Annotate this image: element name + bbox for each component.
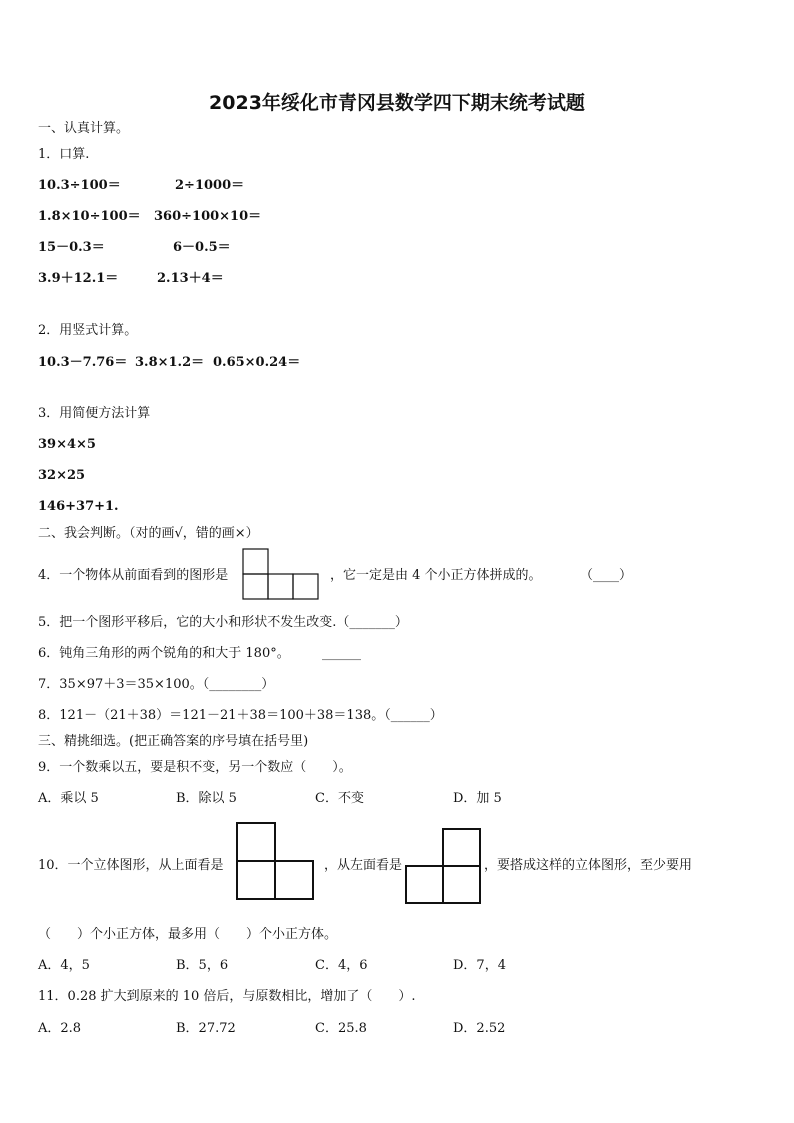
q10-option-d[interactable]: D．7，4 bbox=[453, 958, 506, 973]
q9-option-d[interactable]: D．加 5 bbox=[453, 791, 502, 806]
top-view-figure bbox=[235, 821, 317, 903]
q9-text: 9．一个数乘以五，要是积不变，另一个数应（ ）。 bbox=[38, 760, 352, 775]
q9-option-b[interactable]: B．除以 5 bbox=[176, 791, 237, 806]
q5-text: 5．把一个图形平移后，它的大小和形状不发生改变.（_______） bbox=[38, 615, 408, 630]
q2-item: 3.8×1.2＝ bbox=[135, 355, 205, 370]
q11-text: 11．0.28 扩大到原来的 10 倍后，与原数相比，增加了（ ）. bbox=[38, 989, 416, 1004]
q1-item: 1.8×10÷100＝ bbox=[38, 209, 141, 224]
q1-item: 2÷1000＝ bbox=[175, 178, 245, 193]
q10-option-a[interactable]: A．4，5 bbox=[38, 958, 90, 973]
q8-text: 8．121－（21＋38）＝121－21＋38＝100＋38＝138。（______） bbox=[38, 708, 443, 723]
figure-square bbox=[443, 866, 480, 903]
q3-item: 146+37+1. bbox=[38, 499, 119, 514]
q1-item: 3.9＋12.1＝ bbox=[38, 271, 119, 286]
q10-text: 10．一个立体图形，从上面看是 bbox=[38, 858, 224, 873]
q1-item: 2.13＋4＝ bbox=[157, 271, 224, 286]
q3-item: 39×4×5 bbox=[38, 437, 96, 452]
q4-text: 4．一个物体从前面看到的图形是 bbox=[38, 568, 229, 583]
q10-option-c[interactable]: C．4，6 bbox=[315, 958, 368, 973]
section2-heading: 二、我会判断。（对的画√，错的画×） bbox=[38, 526, 259, 541]
page-title: 2023年绥化市青冈县数学四下期末统考试题 bbox=[209, 92, 585, 114]
figure-square bbox=[275, 861, 313, 899]
figure-square bbox=[243, 549, 268, 574]
q4-answer-blank[interactable]: （____） bbox=[580, 568, 633, 583]
q10-text-line2: （ ）个小正方体，最多用（ ）个小正方体。 bbox=[38, 927, 338, 942]
figure-square bbox=[443, 829, 480, 866]
q2-item: 0.65×0.24＝ bbox=[213, 355, 301, 370]
q11-option-c[interactable]: C．25.8 bbox=[315, 1021, 367, 1036]
q2-label: 2．用竖式计算。 bbox=[38, 323, 138, 338]
q3-item: 32×25 bbox=[38, 468, 86, 483]
q1-item: 360÷100×10＝ bbox=[154, 209, 262, 224]
figure-square bbox=[268, 574, 293, 599]
figure-square bbox=[243, 574, 268, 599]
left-view-figure bbox=[405, 827, 485, 905]
q7-text: 7．35×97＋3＝35×100。（________） bbox=[38, 677, 275, 692]
q4-text-after: ，它一定是由 4 个小正方体拼成的。 bbox=[330, 568, 542, 583]
q9-option-a[interactable]: A．乘以 5 bbox=[38, 791, 99, 806]
q2-item: 10.3－7.76＝ bbox=[38, 355, 128, 370]
q9-option-c[interactable]: C．不变 bbox=[315, 791, 364, 806]
q10-text-mid: ，从左面看是 bbox=[324, 858, 403, 873]
q3-label: 3．用简便方法计算 bbox=[38, 406, 151, 421]
front-view-figure bbox=[242, 548, 322, 602]
q1-label: 1．口算. bbox=[38, 147, 90, 162]
section1-heading: 一、认真计算。 bbox=[38, 121, 130, 136]
figure-square bbox=[406, 866, 443, 903]
q1-item: 6－0.5＝ bbox=[173, 240, 231, 255]
q10-option-b[interactable]: B．5，6 bbox=[176, 958, 229, 973]
figure-square bbox=[293, 574, 318, 599]
figure-square bbox=[237, 823, 275, 861]
q1-item: 15－0.3＝ bbox=[38, 240, 105, 255]
q11-option-d[interactable]: D．2.52 bbox=[453, 1021, 506, 1036]
q11-option-a[interactable]: A．2.8 bbox=[38, 1021, 82, 1036]
q1-item: 10.3÷100＝ bbox=[38, 178, 121, 193]
q6-answer-blank[interactable]: ______ bbox=[322, 646, 361, 661]
q10-text-end: ，要搭成这样的立体图形，至少要用 bbox=[484, 858, 693, 873]
section3-heading: 三、精挑细选。(把正确答案的序号填在括号里) bbox=[38, 734, 309, 749]
figure-square bbox=[237, 861, 275, 899]
q11-option-b[interactable]: B．27.72 bbox=[176, 1021, 236, 1036]
q6-text: 6．钝角三角形的两个锐角的和大于 180°。 bbox=[38, 646, 290, 661]
